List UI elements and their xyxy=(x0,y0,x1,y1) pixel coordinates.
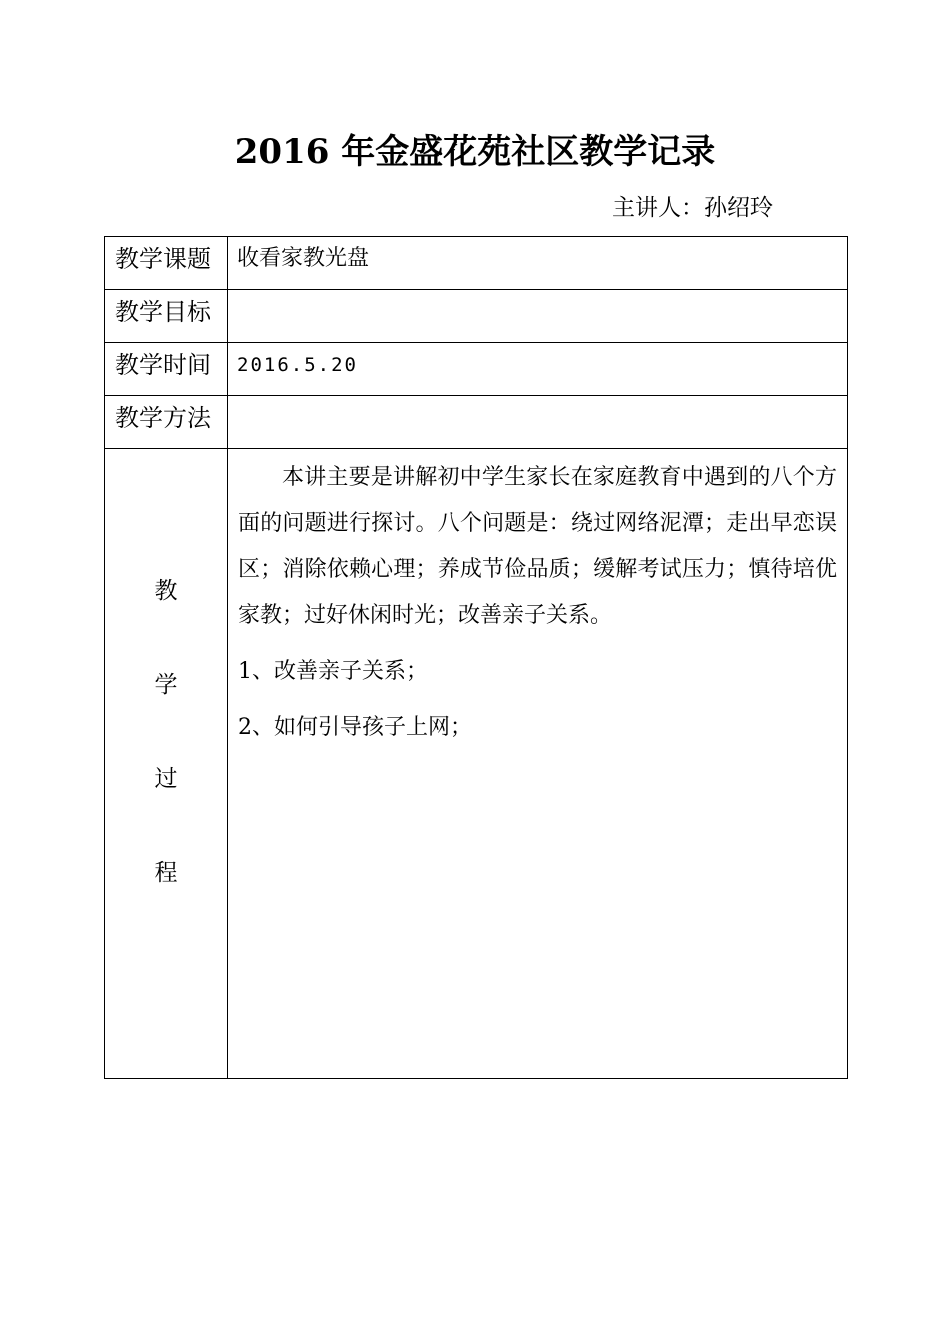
row-process xyxy=(105,449,848,1079)
lecturer-line: 主讲人：孙绍玲 xyxy=(612,195,773,221)
topic-value: 收看家教光盘 xyxy=(228,237,848,290)
row-method xyxy=(105,396,848,449)
row-goal xyxy=(105,290,848,343)
topic-label: 教学课题 xyxy=(105,237,228,290)
process-content xyxy=(228,449,848,1079)
process-intro-paragraph: 本讲主要是讲解初中学生家长在家庭教育中遇到的八个方面的问题进行探讨。八个问题是：绕过网络泥潭；走出早恋误区；消除依赖心理；养成节俭品质；缓解考试压力；慎待培优家教；过好休闲时光；改善亲子关系。 xyxy=(238,465,837,628)
process-label-char: 教 xyxy=(154,578,178,604)
process-list-item: 2、如何引导孩子上网； xyxy=(238,715,472,740)
time-label: 教学时间 xyxy=(105,343,228,396)
time-value: 2016.5.20 xyxy=(228,343,848,396)
row-time xyxy=(105,343,848,396)
process-label-char: 学 xyxy=(154,672,178,698)
row-topic xyxy=(105,237,848,290)
process-label-char: 程 xyxy=(154,860,178,886)
goal-label: 教学目标 xyxy=(105,290,228,343)
document-title: 2016 年金盛花苑社区教学记录 xyxy=(234,132,716,172)
method-value xyxy=(228,396,848,449)
teaching-record-table xyxy=(104,236,848,1079)
process-label xyxy=(105,449,228,1079)
method-label: 教学方法 xyxy=(105,396,228,449)
process-label-char: 过 xyxy=(154,766,178,792)
process-list-item: 1、改善亲子关系； xyxy=(238,659,428,684)
goal-value xyxy=(228,290,848,343)
